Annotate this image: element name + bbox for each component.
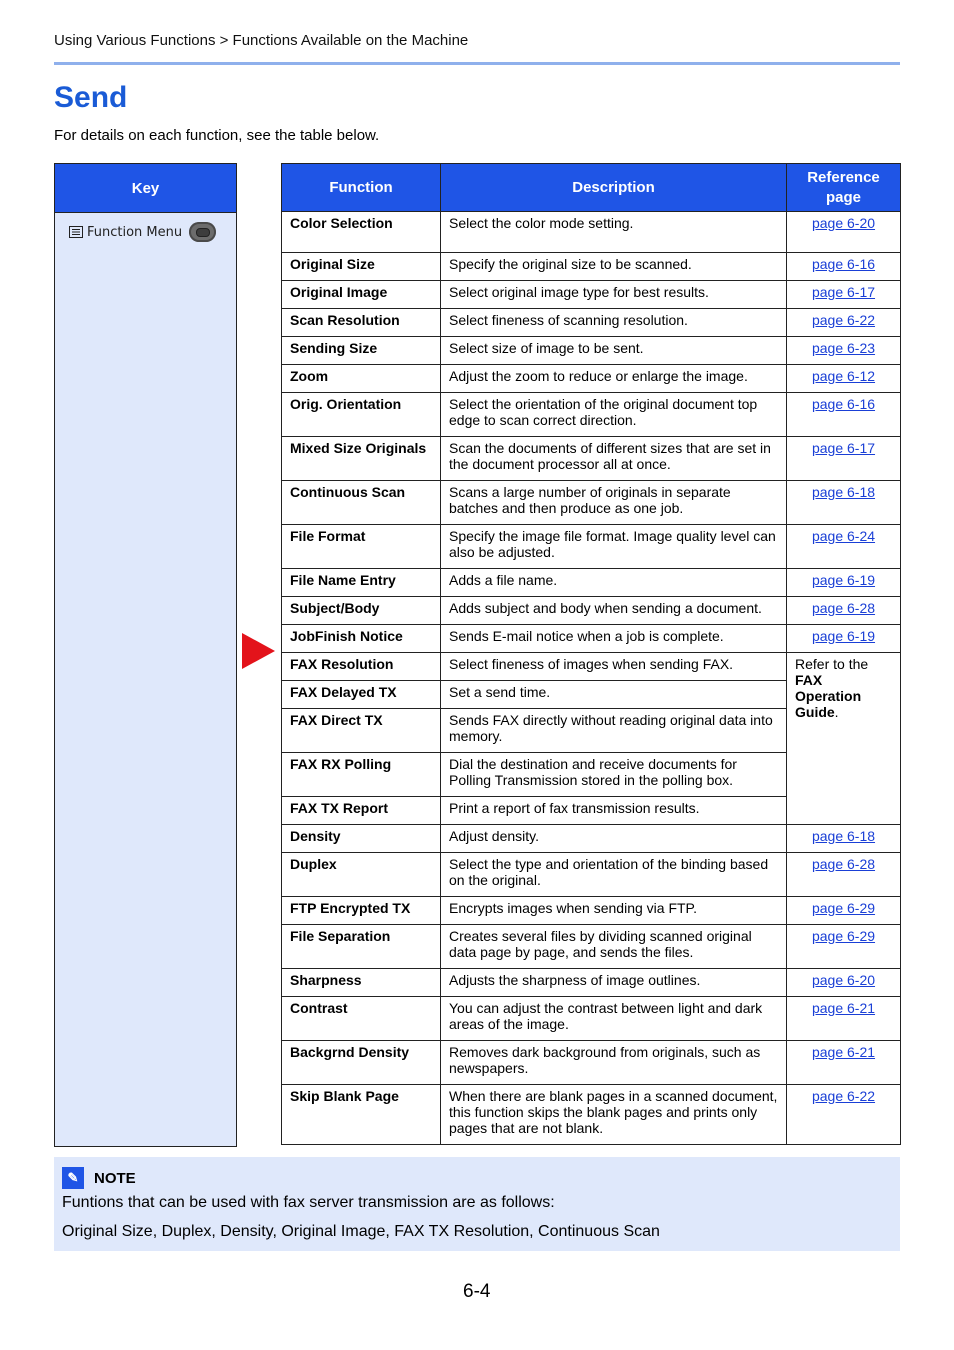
table-row xyxy=(282,597,901,625)
function-name: JobFinish Notice xyxy=(282,625,441,653)
function-description: Adjusts the sharpness of image outlines. xyxy=(441,969,787,997)
function-name: Orig. Orientation xyxy=(282,393,441,437)
function-name: Original Image xyxy=(282,281,441,309)
function-name: Color Selection xyxy=(282,212,441,253)
reference-page-link[interactable]: page 6-28 xyxy=(811,600,876,616)
function-name: File Format xyxy=(282,525,441,569)
function-name: Sharpness xyxy=(282,969,441,997)
function-name: Zoom xyxy=(282,365,441,393)
function-description: Encrypts images when sending via FTP. xyxy=(441,897,787,925)
function-description: Adds subject and body when sending a document. xyxy=(441,597,787,625)
reference-page-link[interactable]: page 6-16 xyxy=(811,396,876,412)
fax-guide-title: FAX Operation Guide xyxy=(795,672,862,720)
function-name: FAX Direct TX xyxy=(282,709,441,753)
table-row xyxy=(282,337,901,365)
function-name: Original Size xyxy=(282,253,441,281)
reference-page-link[interactable]: page 6-12 xyxy=(811,368,876,384)
reference-cell xyxy=(787,1085,901,1145)
function-description: Dial the destination and receive documents for Polling Transmission stored in the polling box. xyxy=(441,753,787,797)
function-name: FAX TX Report xyxy=(282,797,441,825)
reference-page-link[interactable]: page 6-17 xyxy=(811,440,876,456)
function-name: File Name Entry xyxy=(282,569,441,597)
function-name: Density xyxy=(282,825,441,853)
header-rule xyxy=(54,62,900,65)
column-header-description: Description xyxy=(441,164,787,212)
fax-refer-suffix: . xyxy=(834,704,839,720)
function-description: Select original image type for best results. xyxy=(441,281,787,309)
reference-page-link[interactable]: page 6-20 xyxy=(811,972,876,988)
note-box xyxy=(54,1157,900,1251)
table-row xyxy=(282,969,901,997)
function-description: Print a report of fax transmission results. xyxy=(441,797,787,825)
note-header xyxy=(62,1167,136,1189)
function-name: FTP Encrypted TX xyxy=(282,897,441,925)
function-description: Adjust density. xyxy=(441,825,787,853)
page-title: Send xyxy=(54,81,128,114)
page-number: 6-4 xyxy=(463,1281,491,1302)
table-row xyxy=(282,481,901,525)
reference-cell xyxy=(787,597,901,625)
table-row xyxy=(282,997,901,1041)
function-description: Select the color mode setting. xyxy=(441,212,787,253)
reference-page-link[interactable]: page 6-23 xyxy=(811,340,876,356)
function-description: Select fineness of scanning resolution. xyxy=(441,309,787,337)
table-row xyxy=(282,853,901,897)
key-header: Key xyxy=(55,164,236,213)
function-description: Specify the original size to be scanned. xyxy=(441,253,787,281)
table-row xyxy=(282,897,901,925)
function-description: Specify the image file format. Image quality level can also be adjusted. xyxy=(441,525,787,569)
reference-page-link[interactable]: page 6-29 xyxy=(811,900,876,916)
table-row xyxy=(282,1041,901,1085)
function-description: When there are blank pages in a scanned document, this function skips the blank pages and prints only pages that are not blank. xyxy=(441,1085,787,1145)
table-row xyxy=(282,569,901,597)
reference-cell xyxy=(787,337,901,365)
reference-cell xyxy=(787,925,901,969)
function-description: You can adjust the contrast between light and dark areas of the image. xyxy=(441,997,787,1041)
function-table xyxy=(281,163,901,1145)
function-name: Contrast xyxy=(282,997,441,1041)
reference-cell xyxy=(787,825,901,853)
function-name: File Separation xyxy=(282,925,441,969)
reference-page-link[interactable]: page 6-29 xyxy=(811,928,876,944)
function-description: Set a send time. xyxy=(441,681,787,709)
reference-cell xyxy=(787,625,901,653)
function-description: Select fineness of images when sending FAX. xyxy=(441,653,787,681)
function-description: Sends E-mail notice when a job is complete. xyxy=(441,625,787,653)
function-description: Scans a large number of originals in separate batches and then produce as one job. xyxy=(441,481,787,525)
reference-page-link[interactable]: page 6-20 xyxy=(811,215,876,231)
table-row xyxy=(282,625,901,653)
reference-cell xyxy=(787,253,901,281)
table-row xyxy=(282,925,901,969)
table-row xyxy=(282,1085,901,1145)
function-name: Scan Resolution xyxy=(282,309,441,337)
reference-cell xyxy=(787,1041,901,1085)
reference-cell xyxy=(787,525,901,569)
reference-page-link[interactable]: page 6-17 xyxy=(811,284,876,300)
reference-cell xyxy=(787,853,901,897)
function-name: Skip Blank Page xyxy=(282,1085,441,1145)
function-name: Subject/Body xyxy=(282,597,441,625)
reference-cell xyxy=(787,437,901,481)
table-row xyxy=(282,525,901,569)
reference-page-link[interactable]: page 6-18 xyxy=(811,828,876,844)
reference-cell xyxy=(787,897,901,925)
table-row xyxy=(282,653,901,681)
function-name: Continuous Scan xyxy=(282,481,441,525)
table-row xyxy=(282,253,901,281)
reference-cell xyxy=(787,481,901,525)
function-description: Creates several files by dividing scanned original data page by page, and sends the files. xyxy=(441,925,787,969)
reference-cell xyxy=(787,393,901,437)
note-title: NOTE xyxy=(94,1169,136,1187)
intro-text: For details on each function, see the table below. xyxy=(54,127,380,144)
table-row xyxy=(282,365,901,393)
function-description: Adjust the zoom to reduce or enlarge the image. xyxy=(441,365,787,393)
note-text: Funtions that can be used with fax server transmission are as follows: xyxy=(62,1194,555,1211)
list-icon xyxy=(69,226,83,238)
function-name: Sending Size xyxy=(282,337,441,365)
pointer-arrow-icon xyxy=(242,633,275,669)
function-description: Removes dark background from originals, such as newspapers. xyxy=(441,1041,787,1085)
reference-cell xyxy=(787,281,901,309)
reference-cell xyxy=(787,969,901,997)
note-icon: ✎ xyxy=(62,1167,84,1189)
function-name: Duplex xyxy=(282,853,441,897)
reference-page-link[interactable]: page 6-18 xyxy=(811,484,876,500)
reference-cell xyxy=(787,997,901,1041)
reference-cell xyxy=(787,212,901,253)
function-description: Select the type and orientation of the binding based on the original. xyxy=(441,853,787,897)
note-list: Original Size, Duplex, Density, Original Image, FAX TX Resolution, Continuous Scan xyxy=(62,1223,660,1240)
fax-guide-reference xyxy=(787,653,901,825)
reference-page-link[interactable]: page 6-21 xyxy=(811,1044,876,1060)
table-row xyxy=(282,393,901,437)
reference-page-link[interactable]: page 6-19 xyxy=(811,572,876,588)
function-description: Select the orientation of the original document top edge to scan correct direction. xyxy=(441,393,787,437)
reference-page-link[interactable]: page 6-21 xyxy=(811,1000,876,1016)
reference-cell xyxy=(787,569,901,597)
fax-refer-prefix: Refer to the xyxy=(795,656,869,672)
breadcrumb: Using Various Functions > Functions Available on the Machine xyxy=(54,32,469,49)
table-row xyxy=(282,212,901,253)
function-description: Adds a file name. xyxy=(441,569,787,597)
table-row xyxy=(282,309,901,337)
reference-page-link[interactable]: page 6-28 xyxy=(811,856,876,872)
function-name: FAX Resolution xyxy=(282,653,441,681)
reference-page-link[interactable]: page 6-22 xyxy=(811,312,876,328)
table-row xyxy=(282,437,901,481)
function-menu-label: Function Menu xyxy=(87,224,183,240)
table-header-row xyxy=(282,164,901,212)
reference-cell xyxy=(787,365,901,393)
table-row xyxy=(282,281,901,309)
function-menu-key xyxy=(69,222,236,242)
reference-page-link[interactable]: page 6-19 xyxy=(811,628,876,644)
column-header-reference: Reference page xyxy=(787,164,901,212)
reference-page-link[interactable]: page 6-22 xyxy=(811,1088,876,1104)
column-header-function: Function xyxy=(282,164,441,212)
reference-page-link[interactable]: page 6-24 xyxy=(811,528,876,544)
function-description: Sends FAX directly without reading original data into memory. xyxy=(441,709,787,753)
function-name: FAX RX Polling xyxy=(282,753,441,797)
key-panel xyxy=(54,163,237,1147)
reference-page-link[interactable]: page 6-16 xyxy=(811,256,876,272)
table-row xyxy=(282,825,901,853)
function-description: Scan the documents of different sizes that are set in the document processor all at once. xyxy=(441,437,787,481)
function-name: FAX Delayed TX xyxy=(282,681,441,709)
reference-cell xyxy=(787,309,901,337)
function-menu-key-icon xyxy=(189,222,216,242)
function-name: Mixed Size Originals xyxy=(282,437,441,481)
function-description: Select size of image to be sent. xyxy=(441,337,787,365)
function-name: Backgrnd Density xyxy=(282,1041,441,1085)
